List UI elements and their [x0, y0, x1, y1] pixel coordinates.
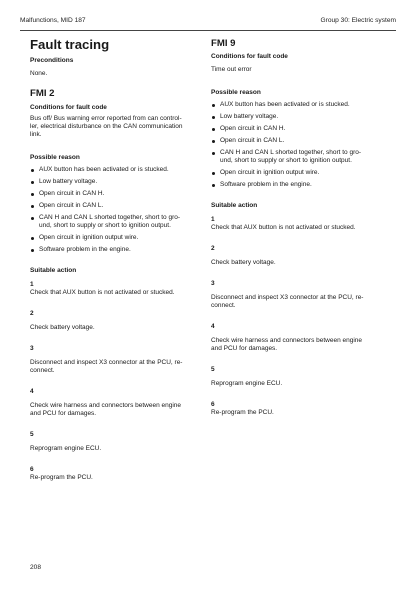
bullet-icon — [31, 181, 35, 185]
fmi-9-possible-reason-heading: Possible reason — [211, 89, 261, 96]
step-text: Check that AUX button is not activated or stucked. — [211, 224, 356, 231]
step-text: Check wire harness and connectors between engine — [30, 402, 182, 409]
action-step — [211, 323, 379, 353]
step-number: 2 — [211, 245, 215, 252]
reason-text: AUX button has been activated or is stucked. — [39, 166, 169, 173]
list-item — [30, 202, 190, 210]
fmi-2-conditions-text — [30, 115, 190, 139]
step-text: connect. — [30, 367, 55, 374]
bullet-icon — [31, 249, 35, 253]
reason-text: Software problem in the engine. — [39, 246, 131, 253]
step-text: Check wire harness and connectors between engine — [211, 337, 363, 344]
fmi-2-conditions-heading: Conditions for fault code — [30, 104, 107, 111]
action-step — [211, 366, 379, 388]
list-item — [30, 234, 190, 242]
preconditions-heading: Preconditions — [30, 57, 74, 64]
step-text: and PCU for damages. — [211, 345, 278, 352]
fmi-9-reason-list — [211, 101, 379, 189]
fmi-2-suitable-action-heading: Suitable action — [30, 267, 77, 274]
reason-text: CAN H and CAN L shorted together, short to gro- — [220, 149, 362, 156]
left-column — [30, 37, 190, 495]
step-text: Re-program the PCU. — [211, 409, 274, 416]
reason-text: Low battery voltage. — [220, 113, 279, 120]
list-item — [30, 190, 190, 198]
action-step — [211, 401, 379, 417]
list-item — [30, 178, 190, 186]
bullet-icon — [31, 237, 35, 241]
fmi-2-possible-reason-heading: Possible reason — [30, 154, 80, 161]
reason-text: Open circuit in CAN H. — [220, 125, 286, 132]
action-step — [211, 245, 379, 267]
fmi-2-reason-list — [30, 166, 190, 254]
step-number: 5 — [211, 366, 215, 373]
bullet-icon — [212, 152, 216, 156]
step-number: 4 — [30, 388, 34, 395]
reason-text: und, short to supply or short to ignition output. — [39, 222, 171, 229]
step-number: 5 — [30, 431, 34, 438]
header-group-title: Group 30: Electric system — [320, 17, 396, 24]
step-number: 1 — [30, 281, 34, 288]
list-item — [30, 166, 190, 174]
page-title: Fault tracing — [30, 37, 110, 52]
reason-text: Low battery voltage. — [39, 178, 98, 185]
list-item — [211, 137, 379, 145]
list-item — [211, 149, 379, 165]
fmi-2-title: FMI 2 — [30, 88, 55, 99]
conditions-line: Bus off/ Bus warning error reported from can control- — [30, 115, 182, 122]
step-text: Check that AUX button is not activated or stucked. — [30, 289, 175, 296]
action-step — [30, 431, 190, 453]
reason-text: Open circuit in CAN L. — [39, 202, 104, 209]
action-step — [30, 310, 190, 332]
list-item — [30, 214, 190, 230]
step-text: Disconnect and inspect X3 connector at the PCU, re- — [211, 294, 364, 301]
bullet-icon — [212, 172, 216, 176]
conditions-line: link. — [30, 131, 42, 138]
step-number: 4 — [211, 323, 215, 330]
bullet-icon — [31, 169, 35, 173]
reason-text: und, short to supply or short to ignition output. — [220, 157, 352, 164]
reason-text: Open circuit in ignition output wire. — [39, 234, 139, 241]
reason-text: Open circuit in CAN L. — [220, 137, 285, 144]
fmi-9-conditions-text: Time out error — [211, 66, 252, 73]
step-text: Reprogram engine ECU. — [30, 445, 102, 452]
header-divider — [20, 30, 396, 31]
action-step — [30, 281, 190, 297]
action-step — [30, 466, 190, 482]
preconditions-text: None. — [30, 70, 48, 77]
reason-text: Open circuit in ignition output wire. — [220, 169, 320, 176]
bullet-icon — [212, 116, 216, 120]
action-step — [211, 280, 379, 310]
list-item — [30, 246, 190, 254]
step-text: Check battery voltage. — [30, 324, 95, 331]
action-step — [30, 388, 190, 418]
header-section-title: Malfunctions, MID 187 — [20, 17, 86, 24]
bullet-icon — [212, 184, 216, 188]
bullet-icon — [31, 205, 35, 209]
step-number: 6 — [211, 401, 215, 408]
list-item — [211, 169, 379, 177]
step-text: Reprogram engine ECU. — [211, 380, 283, 387]
reason-text: CAN H and CAN L shorted together, short to gro- — [39, 214, 181, 221]
fmi-9-suitable-action-heading: Suitable action — [211, 202, 258, 209]
right-column — [211, 37, 379, 430]
reason-text: AUX button has been activated or is stucked. — [220, 101, 350, 108]
running-header — [20, 17, 396, 29]
step-text: connect. — [211, 302, 236, 309]
list-item — [211, 125, 379, 133]
bullet-icon — [212, 128, 216, 132]
page-number: 208 — [30, 564, 42, 571]
step-number: 6 — [30, 466, 34, 473]
fmi-9-title: FMI 9 — [211, 38, 236, 49]
step-number: 1 — [211, 216, 215, 223]
step-text: Check battery voltage. — [211, 259, 276, 266]
step-text: Disconnect and inspect X3 connector at the PCU, re- — [30, 359, 183, 366]
reason-text: Software problem in the engine. — [220, 181, 312, 188]
bullet-icon — [212, 140, 216, 144]
step-number: 2 — [30, 310, 34, 317]
action-step — [30, 345, 190, 375]
list-item — [211, 113, 379, 121]
step-number: 3 — [30, 345, 34, 352]
bullet-icon — [31, 217, 35, 221]
bullet-icon — [31, 193, 35, 197]
fmi-9-conditions-heading: Conditions for fault code — [211, 53, 288, 60]
bullet-icon — [212, 104, 216, 108]
step-text: and PCU for damages. — [30, 410, 97, 417]
action-step — [211, 216, 379, 232]
list-item — [211, 181, 379, 189]
list-item — [211, 101, 379, 109]
conditions-line: ler, electrical disturbance on the CAN communication — [30, 123, 183, 130]
reason-text: Open circuit in CAN H. — [39, 190, 105, 197]
step-number: 3 — [211, 280, 215, 287]
step-text: Re-program the PCU. — [30, 474, 93, 481]
